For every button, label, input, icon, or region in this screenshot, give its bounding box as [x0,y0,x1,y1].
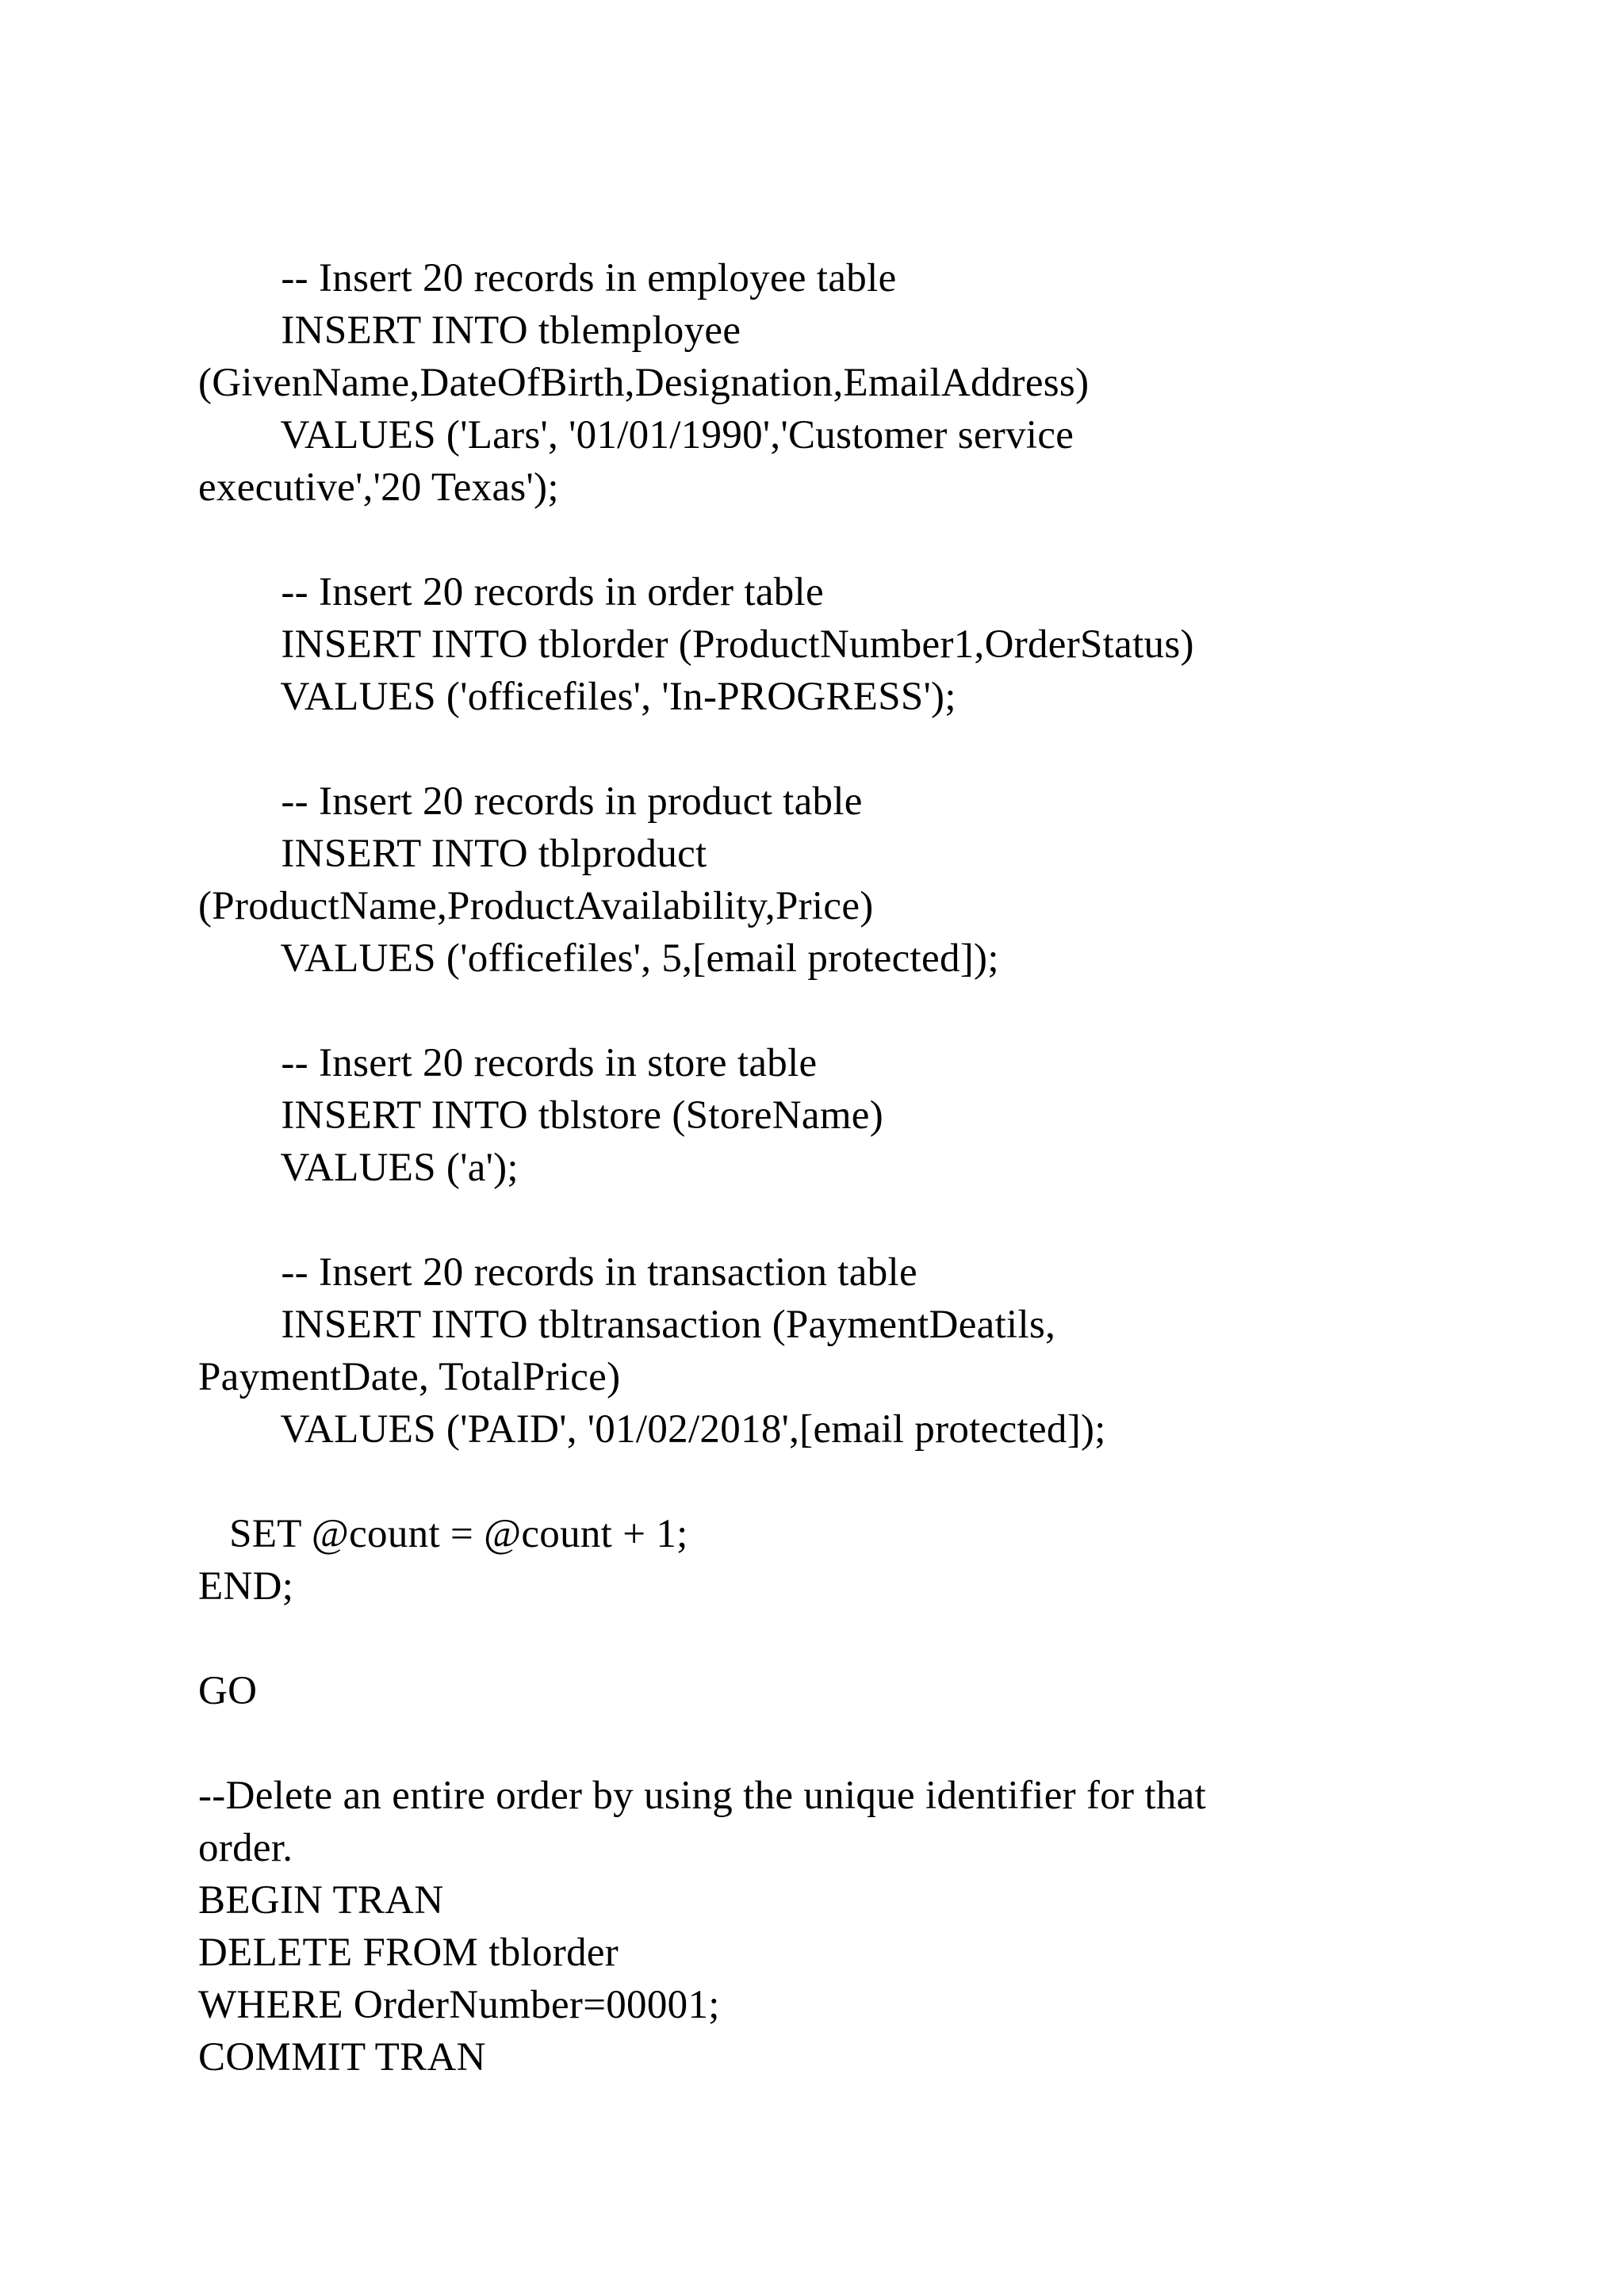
text-line: executive','20 Texas'); [198,465,559,510]
text-line: VALUES ('officefiles', 5,[email protected]); [198,936,999,981]
text-line: (ProductName,ProductAvailability,Price) [198,884,874,928]
text-line: GO [198,1669,258,1713]
text-line: INSERT INTO tbltransaction (PaymentDeatils, [198,1303,1056,1347]
text-line: -- Insert 20 records in store table [198,1041,818,1085]
text-line: COMMIT TRAN [198,2035,486,2080]
text-line: -- Insert 20 records in transaction table [198,1250,917,1295]
text-line: PaymentDate, TotalPrice) [198,1355,621,1399]
text-line: VALUES ('PAID', '01/02/2018',[email protected]); [198,1407,1106,1452]
text-line: -- Insert 20 records in product table [198,779,863,824]
text-line: order. [198,1826,293,1870]
text-line: VALUES ('a'); [198,1146,519,1190]
text-line: END; [198,1564,294,1609]
text-line: WHERE OrderNumber=00001; [198,1983,720,2027]
text-line: INSERT INTO tblstore (StoreName) [198,1093,884,1138]
text-line: DELETE FROM tblorder [198,1931,619,1975]
text-line: BEGIN TRAN [198,1878,444,1923]
text-line: INSERT INTO tblorder (ProductNumber1,OrderStatus) [198,622,1194,667]
text-line: INSERT INTO tblproduct [198,832,707,876]
text-line: (GivenName,DateOfBirth,Designation,EmailAddress) [198,361,1090,405]
text-line: INSERT INTO tblemployee [198,308,741,353]
text-line: VALUES ('Lars', '01/01/1990','Customer service [198,413,1074,457]
text-line: -- Insert 20 records in order table [198,570,824,614]
text-line: VALUES ('officefiles', 'In-PROGRESS'); [198,675,956,719]
text-line: SET @count = @count + 1; [198,1512,688,1556]
text-line: --Delete an entire order by using the unique identifier for that [198,1774,1207,1818]
text-line: -- Insert 20 records in employee table [198,256,897,300]
